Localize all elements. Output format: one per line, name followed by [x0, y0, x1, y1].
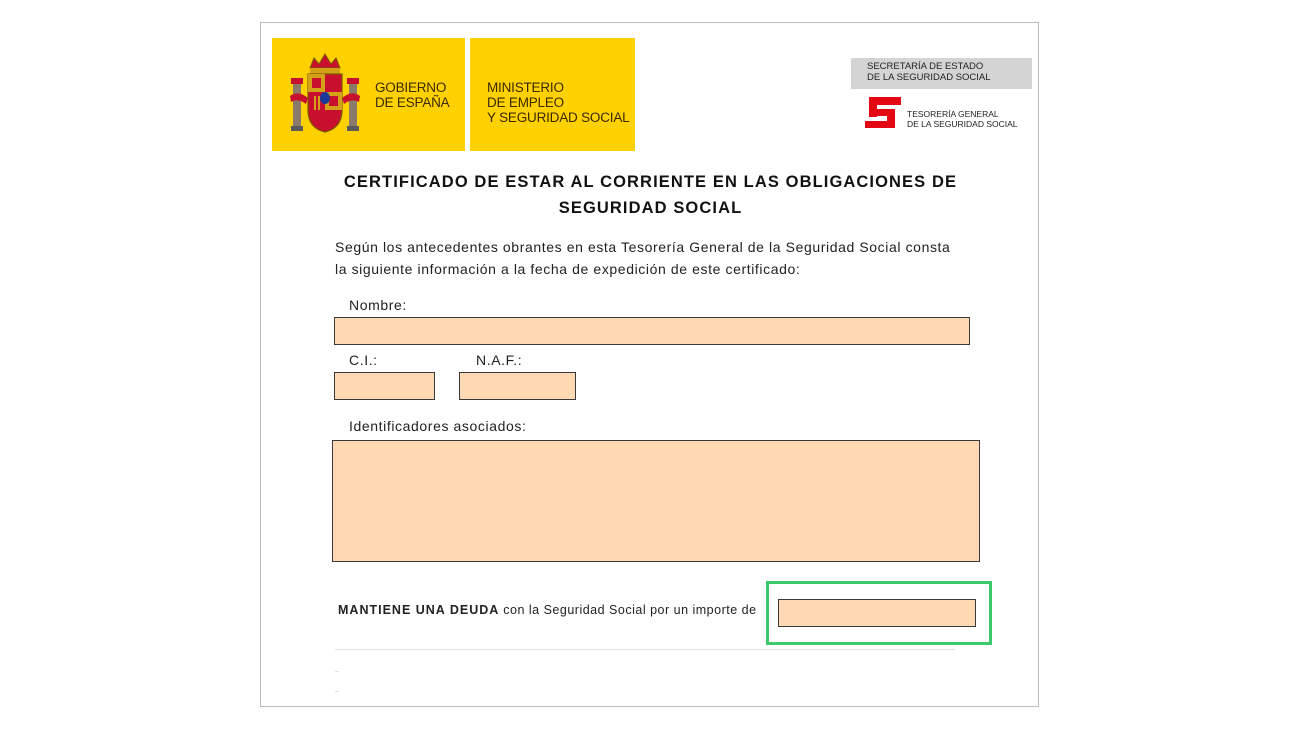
identificadores-field[interactable] — [332, 440, 980, 562]
certificate-page — [260, 22, 1039, 707]
ci-field[interactable] — [334, 372, 435, 400]
title-line-2: SEGURIDAD SOCIAL — [558, 199, 743, 217]
intro-line-2: la siguiente información a la fecha de expedición de este certificado: — [335, 261, 801, 277]
debt-amount-field[interactable] — [778, 599, 976, 627]
naf-label: N.A.F.: — [476, 352, 523, 368]
faded-text-line — [335, 649, 955, 650]
min-line-2: DE EMPLEO — [487, 95, 564, 110]
nombre-value — [335, 318, 969, 326]
min-line-1: MINISTERIO — [487, 80, 564, 95]
tgss-logo-icon — [865, 95, 903, 129]
debt-bold-text: MANTIENE UNA DEUDA — [338, 603, 500, 617]
intro-line-1: Según los antecedentes obrantes en esta Tesorería General de la Seguridad Social consta — [335, 239, 951, 255]
identificadores-label: Identificadores asociados: — [349, 418, 527, 434]
certificate-title — [301, 169, 1000, 221]
nombre-field[interactable] — [334, 317, 970, 345]
gobierno-logo — [272, 38, 465, 151]
sec-line-1: SECRETARÍA DE ESTADO — [867, 61, 984, 72]
ministerio-logo — [470, 38, 635, 151]
naf-value — [460, 373, 575, 381]
faded-text-line — [335, 691, 339, 692]
tgss-line-1: TESORERÍA GENERAL — [907, 109, 999, 119]
tgss-text — [907, 109, 1018, 129]
tgss-line-2: DE LA SEGURIDAD SOCIAL — [907, 119, 1018, 129]
gov-line-2: DE ESPAÑA — [375, 95, 450, 110]
sec-line-2: DE LA SEGURIDAD SOCIAL — [867, 72, 991, 83]
debt-statement — [338, 603, 757, 617]
ci-value — [335, 373, 434, 381]
title-line-1: CERTIFICADO DE ESTAR AL CORRIENTE EN LAS OBLIGACIONES DE — [343, 173, 958, 191]
gobierno-text — [375, 80, 449, 110]
identificadores-value — [333, 441, 979, 449]
ci-label: C.I.: — [349, 352, 378, 368]
secretaria-box — [851, 58, 1032, 89]
faded-text-line — [335, 671, 339, 672]
nombre-label: Nombre: — [349, 297, 407, 313]
intro-paragraph — [335, 236, 995, 280]
min-line-3: Y SEGURIDAD SOCIAL — [487, 110, 630, 125]
debt-amount-value — [779, 600, 975, 608]
ministerio-text — [487, 80, 629, 125]
coat-of-arms-icon — [288, 52, 362, 136]
debt-rest-text: con la Seguridad Social por un importe de — [499, 603, 757, 617]
naf-field[interactable] — [459, 372, 576, 400]
gov-line-1: GOBIERNO — [375, 80, 447, 95]
